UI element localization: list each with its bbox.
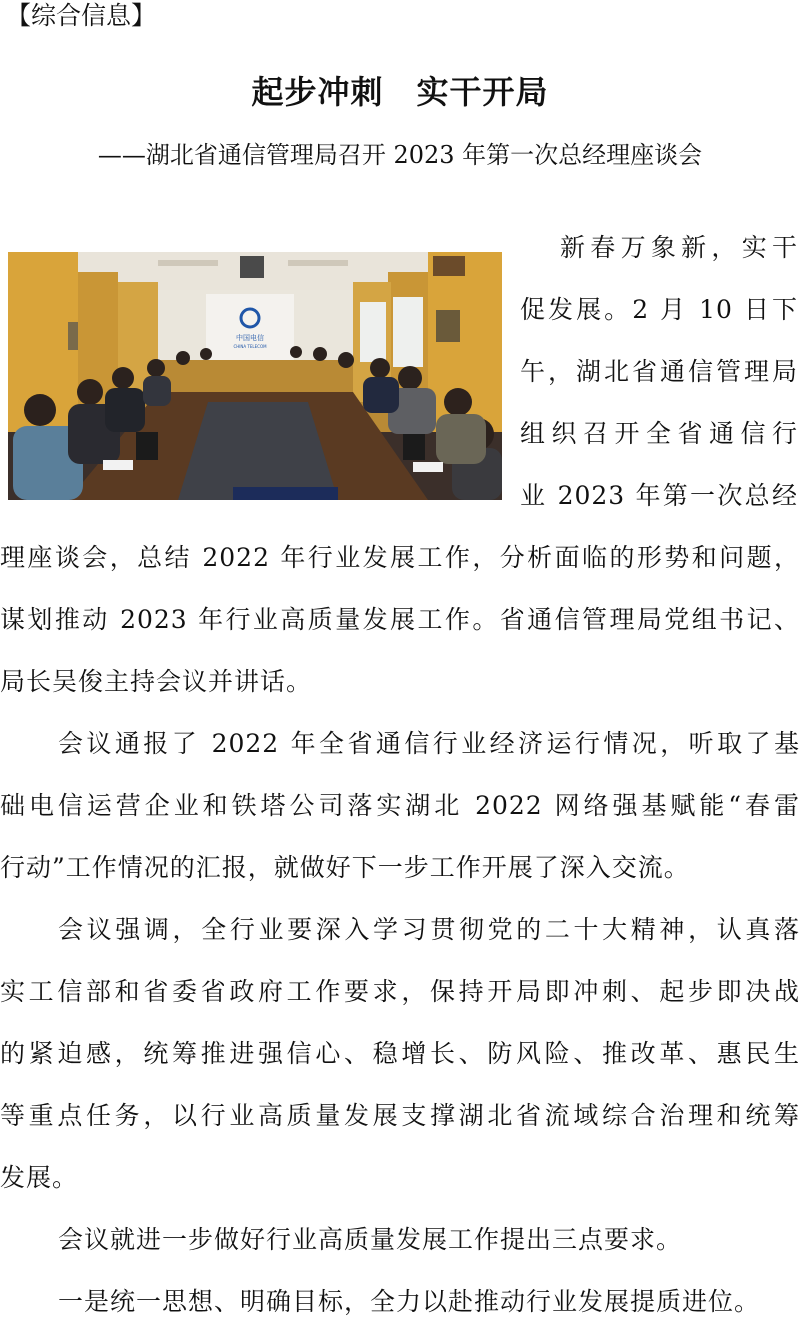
text-line: 会议就进一步做好行业高质量发展工作提出三点要求。 [58,1225,683,1254]
logo-subtext: CHINA TELECOM [233,344,267,349]
text-line: 新春万象新，实干 [560,233,798,262]
text-line: 一是统一思想、明确目标，全力以赴推动行业发展提质进位。 [58,1287,761,1316]
paragraph-4 [0,1209,800,1271]
text-line: 等重点任务，以行业高质量发展支撑湖北省流域综合治理和统筹 [0,1101,800,1130]
paragraph-3 [0,899,800,1209]
text-line: 午，湖北省通信管理局 [520,357,798,386]
text-line: 谋划推动 2023 年行业高质量发展工作。省通信管理局党组书记、 [0,605,800,634]
logo-text: 中国电信 [236,334,264,342]
text-line: 的紧迫感，统筹推进强信心、稳增长、防风险、推改革、惠民生 [0,1039,800,1068]
article-title: 起步冲刺 实干开局 [251,73,549,111]
text-line: 行动”工作情况的汇报，就做好下一步工作开展了深入交流。 [0,853,690,882]
text-line: 业 2023 年第一次总经 [520,481,798,510]
paragraph-1-side [520,217,798,527]
text-line: 促发展。2 月 10 日下 [520,295,798,324]
text-line: 会议强调，全行业要深入学习贯彻党的二十大精神，认真落 [58,915,800,944]
text-line: 实工信部和省委省政府工作要求，保持开局即冲刺、起步即决战 [0,977,800,1006]
text-line: 会议通报了 2022 年全省通信行业经济运行情况，听取了基 [58,729,800,758]
text-line: 础电信运营企业和铁塔公司落实湖北 2022 网络强基赋能“春雷 [0,791,800,820]
article-subtitle: ——湖北省通信管理局召开 2023 年第一次总经理座谈会 [97,141,703,169]
section-tag: 【综合信息】 [6,1,157,30]
text-line: 发展。 [0,1163,79,1192]
paragraph-2 [0,713,800,899]
paragraph-1-full [0,527,800,713]
text-line: 理座谈会，总结 2022 年行业发展工作，分析面临的形势和问题， [0,543,800,572]
paragraph-5 [0,1271,800,1333]
meeting-photo [8,252,502,500]
text-line: 局长吴俊主持会议并讲话。 [0,667,313,696]
text-line: 组织召开全省通信行 [520,419,798,448]
